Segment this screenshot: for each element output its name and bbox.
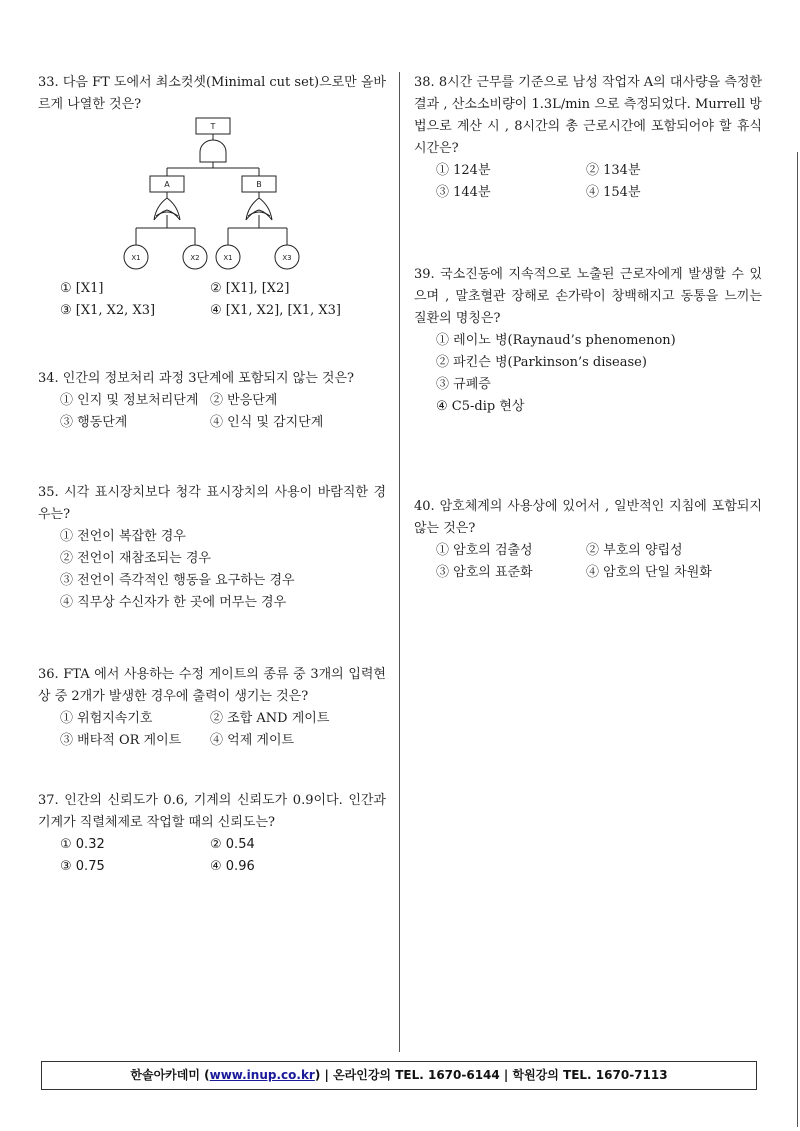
question-40-stem: 40. 암호체계의 사용상에 있어서 , 일반적인 지침에 포함되지 않는 것은? (414, 499, 762, 536)
event-b-label: B (256, 180, 262, 189)
option-4[interactable]: ④ 직무상 수신자가 한 곳에 머무는 경우 (60, 595, 287, 610)
question-39 (414, 264, 762, 418)
option-2[interactable]: ② 반응단계 (210, 393, 278, 408)
question-38 (414, 72, 762, 204)
option-4[interactable]: ④ 0.96 (210, 859, 255, 874)
option-1[interactable]: ① 암호의 검출성 (436, 543, 533, 558)
basic-event-4-label: X3 (282, 254, 292, 262)
basic-event-1-label: X1 (131, 254, 141, 262)
top-event-label: T (210, 122, 216, 131)
option-1[interactable]: ① 인지 및 정보처리단계 (60, 393, 199, 408)
option-4[interactable]: ④ C5-dip 현상 (436, 399, 525, 414)
option-1[interactable]: ① 레이노 병(Raynaud’s phenomenon) (436, 333, 676, 348)
options-row-2 (38, 730, 386, 752)
option-3[interactable]: ③ 암호의 표준화 (436, 565, 533, 580)
question-35 (38, 482, 386, 614)
option-2[interactable]: ② 부호의 양립성 (586, 543, 683, 558)
option-4[interactable]: ④ 인식 및 감지단계 (210, 415, 324, 430)
option-1[interactable]: ① 124분 (436, 163, 491, 178)
option-3[interactable]: ③ 규폐증 (436, 377, 491, 392)
option-1[interactable]: ① 0.32 (60, 837, 105, 852)
option-2[interactable]: ② 0.54 (210, 837, 255, 852)
option-3[interactable]: ③ 전언이 즉각적인 행동을 요구하는 경우 (60, 573, 295, 588)
fault-tree-diagram (112, 116, 312, 278)
option-2[interactable]: ② 파킨슨 병(Parkinson’s disease) (436, 355, 647, 370)
options-row-2 (38, 856, 386, 878)
question-37-stem: 37. 인간의 신뢰도가 0.6, 기계의 신뢰도가 0.9이다. 인간과 기계가 직렬체제로 작업할 때의 신뢰도는? (38, 793, 386, 830)
footer-bar (41, 1061, 757, 1090)
option-3[interactable]: ③ 행동단계 (60, 415, 128, 430)
options-row-1 (38, 834, 386, 856)
option-4[interactable]: ④ [X1, X2], [X1, X3] (210, 303, 341, 318)
question-35-stem: 35. 시각 표시장치보다 청각 표시장치의 사용이 바람직한 경우는? (38, 485, 386, 522)
option-4[interactable]: ④ 억제 게이트 (210, 733, 295, 748)
option-3[interactable]: ③ [X1, X2, X3] (60, 303, 156, 318)
question-34 (38, 368, 386, 434)
question-38-stem: 38. 8시간 근무를 기준으로 남성 작업자 A의 대사량을 측정한 결과 , 산소소비량이 1.3L/min 으로 측정되었다. Murrell 방법으로 계산 시 , 8시간의 총 근로시간에 포함되어야 할 휴식시간은? (414, 75, 762, 156)
footer-website-link[interactable]: www.inup.co.kr (209, 1068, 315, 1082)
option-1[interactable]: ① [X1] (60, 281, 104, 296)
option-4[interactable]: ④ 154분 (586, 185, 641, 200)
option-3[interactable]: ③ 0.75 (60, 859, 105, 874)
footer-contact: ) | 온라인강의 TEL. 1670-6144 | 학원강의 TEL. 1670-7113 (314, 1068, 668, 1082)
question-40 (414, 496, 762, 584)
basic-event-2-label: X2 (190, 254, 200, 262)
options-row-1 (414, 540, 762, 562)
options-row-2 (414, 562, 762, 584)
option-2[interactable]: ② 전언이 재참조되는 경우 (60, 551, 211, 566)
question-36 (38, 664, 386, 752)
option-2[interactable]: ② 134분 (586, 163, 641, 178)
column-divider (399, 72, 400, 1052)
question-33 (38, 72, 386, 322)
options-row-2 (38, 412, 386, 434)
options-row-1 (38, 390, 386, 412)
option-2[interactable]: ② [X1], [X2] (210, 281, 290, 296)
option-1[interactable]: ① 위험지속기호 (60, 711, 153, 726)
option-1[interactable]: ① 전언이 복잡한 경우 (60, 529, 186, 544)
question-37 (38, 790, 386, 878)
footer-brand: 한솔아카데미 ( (130, 1068, 210, 1082)
option-2[interactable]: ② 조합 AND 게이트 (210, 711, 330, 726)
options-row-2 (38, 300, 386, 322)
question-33-stem: 33. 다음 FT 도에서 최소컷셋(Minimal cut set)으로만 올바르게 나열한 것은? (38, 75, 386, 112)
and-gate-icon (200, 140, 226, 162)
options-row-2 (414, 182, 762, 204)
basic-event-3-label: X1 (223, 254, 233, 262)
question-36-stem: 36. FTA 에서 사용하는 수정 게이트의 종류 중 3개의 입력현상 중 2개가 발생한 경우에 출력이 생기는 것은? (38, 667, 386, 704)
event-a-label: A (164, 180, 170, 189)
question-34-stem: 34. 인간의 정보처리 과정 3단계에 포함되지 않는 것은? (38, 371, 355, 386)
question-39-stem: 39. 국소진동에 지속적으로 노출된 근로자에게 발생할 수 있으며 , 말초혈관 장해로 손가락이 창백해지고 동통을 느끼는 질환의 명칭은? (414, 267, 762, 326)
options-row-1 (38, 708, 386, 730)
option-3[interactable]: ③ 144분 (436, 185, 491, 200)
options-row-1 (38, 278, 386, 300)
option-3[interactable]: ③ 배타적 OR 게이트 (60, 733, 182, 748)
page-edge-line (797, 152, 798, 1127)
option-4[interactable]: ④ 암호의 단일 차원화 (586, 565, 712, 580)
options-row-1 (414, 160, 762, 182)
